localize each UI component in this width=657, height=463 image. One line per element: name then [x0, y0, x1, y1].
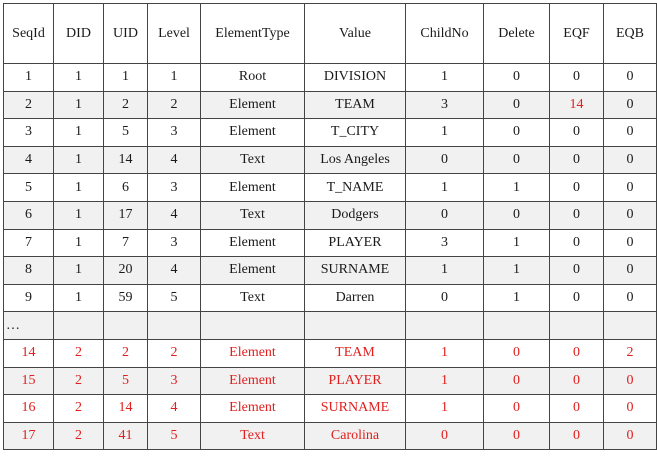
cell-elementtype: Text — [201, 201, 305, 229]
cell-uid: 2 — [104, 91, 148, 119]
cell-seqid: 16 — [4, 395, 54, 423]
column-header-level: Level — [148, 4, 201, 64]
cell-seqid: 3 — [4, 119, 54, 147]
cell-elementtype: Element — [201, 119, 305, 147]
cell-eqb: 2 — [604, 339, 657, 367]
cell-eqb: 0 — [604, 174, 657, 202]
cell-elementtype: Text — [201, 146, 305, 174]
cell-seqid: 9 — [4, 284, 54, 312]
cell-childno: 1 — [406, 257, 484, 285]
cell-delete: 0 — [484, 64, 550, 92]
cell-level: 3 — [148, 119, 201, 147]
cell-eqb: 0 — [604, 229, 657, 257]
cell-value — [305, 312, 406, 340]
cell-elementtype — [201, 312, 305, 340]
cell-delete: 0 — [484, 339, 550, 367]
cell-childno: 0 — [406, 201, 484, 229]
cell-level: 3 — [148, 229, 201, 257]
cell-childno: 1 — [406, 395, 484, 423]
cell-seqid: 6 — [4, 201, 54, 229]
cell-uid: 2 — [104, 339, 148, 367]
cell-seqid: 17 — [4, 422, 54, 450]
cell-elementtype: Element — [201, 395, 305, 423]
table-row — [4, 146, 657, 174]
cell-elementtype: Element — [201, 91, 305, 119]
cell-eqf: 0 — [550, 422, 604, 450]
cell-uid — [104, 312, 148, 340]
cell-uid: 6 — [104, 174, 148, 202]
cell-uid: 14 — [104, 146, 148, 174]
table-row — [4, 339, 657, 367]
cell-childno: 0 — [406, 284, 484, 312]
table-row — [4, 64, 657, 92]
cell-value: T_NAME — [305, 174, 406, 202]
sequence-table — [3, 3, 657, 450]
cell-level: 5 — [148, 284, 201, 312]
cell-did: 1 — [54, 91, 104, 119]
column-header-eqf: EQF — [550, 4, 604, 64]
cell-did: 2 — [54, 422, 104, 450]
column-header-did: DID — [54, 4, 104, 64]
cell-eqb: 0 — [604, 284, 657, 312]
cell-eqb: 0 — [604, 64, 657, 92]
cell-delete: 0 — [484, 119, 550, 147]
cell-value: PLAYER — [305, 229, 406, 257]
column-header-seqid: SeqId — [4, 4, 54, 64]
cell-level: 2 — [148, 339, 201, 367]
column-header-childno: ChildNo — [406, 4, 484, 64]
column-header-uid: UID — [104, 4, 148, 64]
cell-childno: 3 — [406, 91, 484, 119]
cell-eqb: 0 — [604, 257, 657, 285]
cell-eqb: 0 — [604, 119, 657, 147]
cell-eqf: 0 — [550, 201, 604, 229]
table-row — [4, 284, 657, 312]
cell-eqf: 0 — [550, 146, 604, 174]
cell-childno: 3 — [406, 229, 484, 257]
cell-childno: 0 — [406, 422, 484, 450]
cell-uid: 20 — [104, 257, 148, 285]
cell-seqid: 1 — [4, 64, 54, 92]
cell-level: 3 — [148, 174, 201, 202]
cell-delete: 0 — [484, 91, 550, 119]
cell-level: 3 — [148, 367, 201, 395]
cell-delete — [484, 312, 550, 340]
cell-elementtype: Element — [201, 229, 305, 257]
cell-level: 2 — [148, 91, 201, 119]
cell-uid: 59 — [104, 284, 148, 312]
cell-elementtype: Root — [201, 64, 305, 92]
cell-did: 1 — [54, 201, 104, 229]
cell-did: 2 — [54, 395, 104, 423]
column-header-elementtype: ElementType — [201, 4, 305, 64]
cell-value: Carolina — [305, 422, 406, 450]
cell-value: T_CITY — [305, 119, 406, 147]
cell-uid: 41 — [104, 422, 148, 450]
cell-eqf: 14 — [550, 91, 604, 119]
cell-eqf: 0 — [550, 174, 604, 202]
cell-eqf: 0 — [550, 395, 604, 423]
cell-level: 4 — [148, 201, 201, 229]
column-header-eqb: EQB — [604, 4, 657, 64]
table-row — [4, 312, 657, 340]
cell-value: Darren — [305, 284, 406, 312]
cell-eqf: 0 — [550, 229, 604, 257]
table-row — [4, 395, 657, 423]
cell-delete: 1 — [484, 257, 550, 285]
cell-eqb: 0 — [604, 395, 657, 423]
cell-uid: 5 — [104, 119, 148, 147]
cell-eqf: 0 — [550, 284, 604, 312]
cell-childno: 1 — [406, 367, 484, 395]
cell-did: 1 — [54, 229, 104, 257]
cell-eqb: 0 — [604, 422, 657, 450]
cell-eqb: 0 — [604, 367, 657, 395]
table-row — [4, 422, 657, 450]
cell-childno: 0 — [406, 146, 484, 174]
cell-seqid: 4 — [4, 146, 54, 174]
table-row — [4, 229, 657, 257]
cell-value: PLAYER — [305, 367, 406, 395]
cell-seqid: 2 — [4, 91, 54, 119]
cell-did: 1 — [54, 119, 104, 147]
cell-seqid: 15 — [4, 367, 54, 395]
cell-did: 1 — [54, 64, 104, 92]
table-row — [4, 91, 657, 119]
table-row — [4, 367, 657, 395]
cell-seqid: … — [4, 312, 54, 340]
cell-value: SURNAME — [305, 395, 406, 423]
cell-level: 4 — [148, 395, 201, 423]
cell-childno: 1 — [406, 119, 484, 147]
cell-value: TEAM — [305, 339, 406, 367]
cell-delete: 0 — [484, 367, 550, 395]
cell-level — [148, 312, 201, 340]
cell-eqf — [550, 312, 604, 340]
cell-uid: 17 — [104, 201, 148, 229]
cell-elementtype: Element — [201, 339, 305, 367]
cell-elementtype: Text — [201, 422, 305, 450]
header-row — [4, 4, 657, 64]
cell-childno — [406, 312, 484, 340]
cell-value: Los Angeles — [305, 146, 406, 174]
cell-childno: 1 — [406, 64, 484, 92]
cell-eqf: 0 — [550, 119, 604, 147]
cell-did: 1 — [54, 146, 104, 174]
cell-childno: 1 — [406, 339, 484, 367]
cell-did: 2 — [54, 367, 104, 395]
cell-uid: 7 — [104, 229, 148, 257]
cell-eqf: 0 — [550, 257, 604, 285]
table-row — [4, 119, 657, 147]
cell-value: TEAM — [305, 91, 406, 119]
cell-uid: 5 — [104, 367, 148, 395]
cell-delete: 0 — [484, 146, 550, 174]
cell-delete: 1 — [484, 174, 550, 202]
column-header-value: Value — [305, 4, 406, 64]
cell-delete: 1 — [484, 229, 550, 257]
cell-seqid: 8 — [4, 257, 54, 285]
cell-level: 4 — [148, 257, 201, 285]
cell-did: 1 — [54, 257, 104, 285]
table-body — [4, 64, 657, 450]
cell-eqb: 0 — [604, 201, 657, 229]
table-row — [4, 174, 657, 202]
cell-delete: 0 — [484, 395, 550, 423]
cell-elementtype: Element — [201, 174, 305, 202]
cell-elementtype: Element — [201, 257, 305, 285]
cell-eqf: 0 — [550, 367, 604, 395]
cell-elementtype: Text — [201, 284, 305, 312]
cell-did: 1 — [54, 174, 104, 202]
cell-value: SURNAME — [305, 257, 406, 285]
cell-did: 2 — [54, 339, 104, 367]
cell-level: 4 — [148, 146, 201, 174]
cell-eqb: 0 — [604, 91, 657, 119]
cell-value: Dodgers — [305, 201, 406, 229]
column-header-delete: Delete — [484, 4, 550, 64]
cell-value: DIVISION — [305, 64, 406, 92]
cell-did: 1 — [54, 284, 104, 312]
cell-eqf: 0 — [550, 339, 604, 367]
cell-eqb — [604, 312, 657, 340]
cell-delete: 1 — [484, 284, 550, 312]
table-row — [4, 201, 657, 229]
table-row — [4, 257, 657, 285]
cell-elementtype: Element — [201, 367, 305, 395]
cell-did — [54, 312, 104, 340]
cell-seqid: 14 — [4, 339, 54, 367]
cell-level: 5 — [148, 422, 201, 450]
cell-level: 1 — [148, 64, 201, 92]
cell-delete: 0 — [484, 422, 550, 450]
cell-eqb: 0 — [604, 146, 657, 174]
cell-delete: 0 — [484, 201, 550, 229]
cell-uid: 1 — [104, 64, 148, 92]
cell-uid: 14 — [104, 395, 148, 423]
cell-seqid: 7 — [4, 229, 54, 257]
cell-childno: 1 — [406, 174, 484, 202]
cell-eqf: 0 — [550, 64, 604, 92]
cell-seqid: 5 — [4, 174, 54, 202]
